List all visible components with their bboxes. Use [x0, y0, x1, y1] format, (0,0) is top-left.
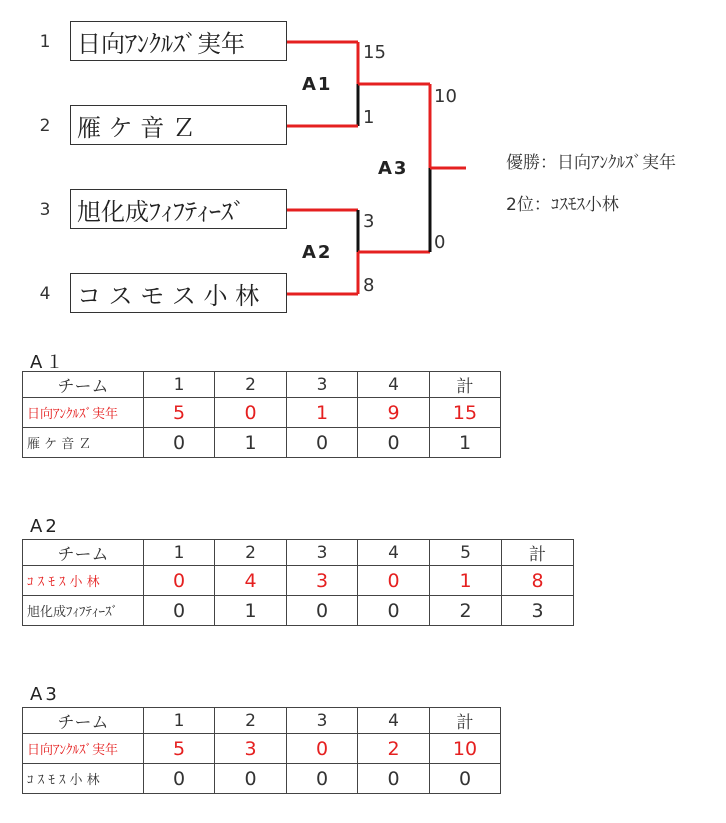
- header-cell: 1: [144, 372, 215, 398]
- table-a2-title: A2: [30, 516, 60, 537]
- score-cell: 9: [358, 398, 430, 428]
- row-team: 雁 ケ 音 Ｚ: [23, 428, 144, 458]
- table-header-row: [23, 540, 574, 566]
- score-a2-bottom: 8: [363, 275, 375, 296]
- header-cell: 4: [358, 540, 430, 566]
- team-name-2: 雁 ケ 音 Ｚ: [77, 113, 196, 142]
- table-a2: [22, 539, 574, 626]
- runner-up-text: 2位：ｺｽﾓｽ小林: [506, 195, 619, 215]
- total-cell: 0: [430, 764, 501, 794]
- table-a3: [22, 707, 501, 794]
- header-cell: 4: [358, 708, 430, 734]
- score-cell: 0: [287, 734, 358, 764]
- header-team: チーム: [23, 708, 144, 734]
- header-team: チーム: [23, 540, 144, 566]
- score-cell: 4: [215, 566, 287, 596]
- row-team: 日向ｱﾝｸﾙｽﾞ実年: [23, 734, 144, 764]
- team-name-3: 旭化成ﾌｨﾌﾃｨｰｽﾞ: [77, 197, 245, 226]
- score-cell: 5: [144, 734, 215, 764]
- header-cell: 4: [358, 372, 430, 398]
- score-cell: 0: [358, 596, 430, 626]
- total-cell: 10: [430, 734, 501, 764]
- score-cell: 0: [144, 428, 215, 458]
- table-row: [23, 566, 574, 596]
- score-cell: 0: [287, 596, 358, 626]
- header-team: チーム: [23, 372, 144, 398]
- score-cell: 5: [144, 398, 215, 428]
- row-team: ｺ ｽ ﾓ ｽ 小 林: [23, 764, 144, 794]
- header-cell: 2: [215, 372, 287, 398]
- score-cell: 0: [358, 428, 430, 458]
- score-cell: 0: [287, 764, 358, 794]
- header-cell: 3: [287, 708, 358, 734]
- table-a1-title: A１: [30, 352, 67, 373]
- score-cell: 0: [287, 428, 358, 458]
- score-cell: 1: [215, 428, 287, 458]
- score-cell: 0: [144, 764, 215, 794]
- match-label-a3: A3: [378, 158, 409, 179]
- total-cell: 15: [430, 398, 501, 428]
- score-cell: 0: [144, 596, 215, 626]
- team-box-3: [70, 189, 287, 229]
- header-cell: 1: [144, 540, 215, 566]
- table-row: [23, 398, 501, 428]
- score-cell: 2: [358, 734, 430, 764]
- score-cell: 0: [144, 566, 215, 596]
- seed-number-2: 2: [39, 116, 51, 136]
- table-a1: [22, 371, 501, 458]
- score-cell: 0: [358, 566, 430, 596]
- score-a1-top: 15: [363, 42, 386, 63]
- table-row: [23, 764, 501, 794]
- score-cell: 1: [215, 596, 287, 626]
- match-label-a1: A1: [302, 74, 333, 95]
- score-cell: 0: [358, 764, 430, 794]
- header-total: 計: [502, 540, 574, 566]
- header-cell: 1: [144, 708, 215, 734]
- row-team: ｺ ｽ ﾓ ｽ 小 林: [23, 566, 144, 596]
- header-cell: 3: [287, 540, 358, 566]
- score-a2-top: 3: [363, 211, 375, 232]
- seed-number-1: 1: [39, 32, 51, 52]
- table-row: [23, 734, 501, 764]
- team-box-2: [70, 105, 287, 145]
- score-cell: 2: [430, 596, 502, 626]
- seed-number-4: 4: [39, 284, 51, 304]
- score-a1-bottom: 1: [363, 107, 375, 128]
- team-box-4: [70, 273, 287, 313]
- table-row: [23, 596, 574, 626]
- total-cell: 3: [502, 596, 574, 626]
- total-cell: 8: [502, 566, 574, 596]
- score-a3-top: 10: [434, 86, 457, 107]
- header-cell: 5: [430, 540, 502, 566]
- row-team: 旭化成ﾌｨﾌﾃｨｰｽﾞ: [23, 596, 144, 626]
- match-label-a2: A2: [302, 242, 333, 263]
- header-cell: 3: [287, 372, 358, 398]
- row-team: 日向ｱﾝｸﾙｽﾞ実年: [23, 398, 144, 428]
- score-cell: 0: [215, 398, 287, 428]
- header-total: 計: [430, 372, 501, 398]
- table-header-row: [23, 708, 501, 734]
- table-row: [23, 428, 501, 458]
- table-a3-title: A3: [30, 684, 60, 705]
- score-cell: 1: [430, 566, 502, 596]
- score-cell: 0: [215, 764, 287, 794]
- seed-number-3: 3: [39, 200, 51, 220]
- header-cell: 2: [215, 540, 287, 566]
- team-name-1: 日向ｱﾝｸﾙｽﾞ実年: [77, 29, 245, 58]
- table-header-row: [23, 372, 501, 398]
- score-cell: 3: [215, 734, 287, 764]
- total-cell: 1: [430, 428, 501, 458]
- header-total: 計: [430, 708, 501, 734]
- team-box-1: [70, 21, 287, 61]
- champion-text: 優勝：日向ｱﾝｸﾙｽﾞ実年: [506, 153, 676, 173]
- score-a3-bottom: 0: [434, 232, 446, 253]
- team-name-4: コ ス モ ス 小 林: [77, 281, 260, 310]
- header-cell: 2: [215, 708, 287, 734]
- score-cell: 3: [287, 566, 358, 596]
- score-cell: 1: [287, 398, 358, 428]
